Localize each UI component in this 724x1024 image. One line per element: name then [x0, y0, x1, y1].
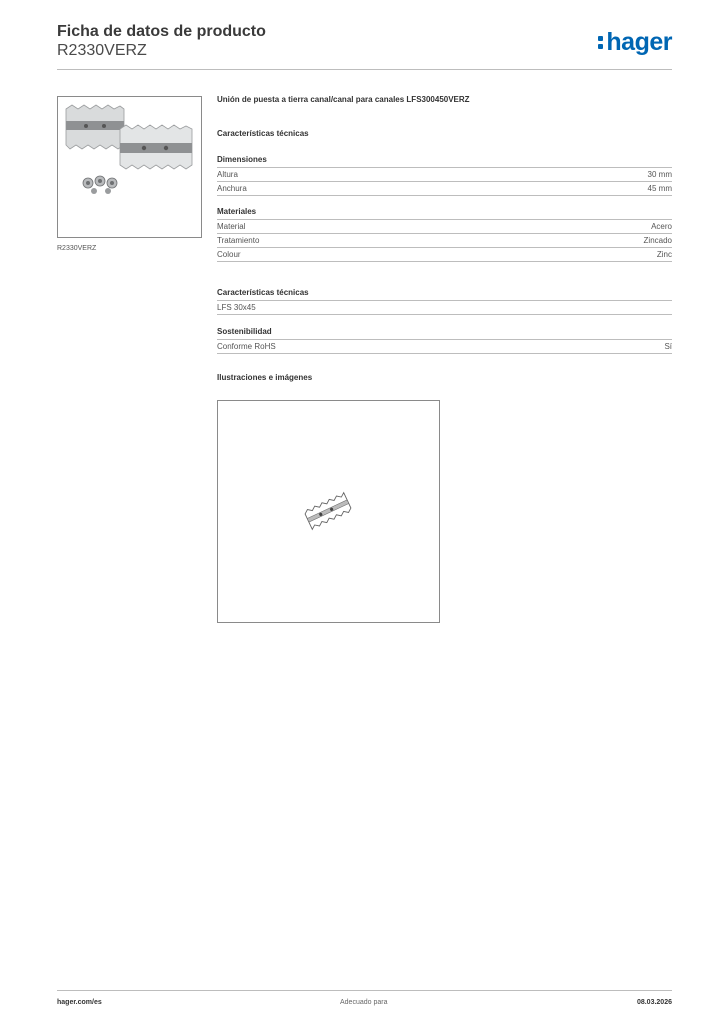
spec-row: [217, 220, 672, 234]
technical-characteristics-2-heading: Características técnicas: [217, 288, 672, 301]
spec-label: Material: [217, 222, 246, 231]
spec-label: Colour: [217, 250, 241, 259]
sustainability-heading: Sostenibilidad: [217, 327, 672, 340]
specifications: [217, 95, 672, 383]
product-description: Unión de puesta a tierra canal/canal para canales LFS300450VERZ: [217, 95, 470, 104]
illustrations-heading: Ilustraciones e imágenes: [217, 373, 313, 382]
illustration-frame: [217, 400, 440, 623]
product-image-frame: [57, 96, 202, 238]
footer-website: hager.com/es: [57, 999, 102, 1006]
document-title: Ficha de datos de producto: [57, 23, 266, 40]
spec-row: [217, 182, 672, 196]
footer-date: 08.03.2026: [636, 999, 672, 1006]
spec-value: Zinc: [656, 250, 672, 259]
spec-label: Conforme RoHS: [217, 342, 276, 351]
spec-label: Tratamiento: [217, 236, 260, 245]
spec-row: [217, 248, 672, 262]
footer-suitable-for: Adecuado para: [340, 999, 388, 1006]
spec-value: Sí: [664, 342, 672, 351]
spec-row: [217, 301, 672, 315]
logo-text: hager: [606, 28, 672, 56]
spec-label: Anchura: [217, 184, 247, 193]
product-code-title: R2330VERZ: [57, 42, 147, 59]
spec-value: 45 mm: [647, 184, 672, 193]
dimensions-heading: Dimensiones: [217, 155, 672, 168]
product-image-caption: R2330VERZ: [57, 245, 97, 252]
spec-row: [217, 234, 672, 248]
hager-logo: [598, 28, 672, 57]
spec-value: Zincado: [643, 236, 672, 245]
product-image: [58, 97, 201, 237]
spec-row: [217, 340, 672, 354]
spec-value: Acero: [651, 222, 672, 231]
materials-heading: Materiales: [217, 207, 672, 220]
page-header: [57, 22, 672, 70]
spec-row: [217, 168, 672, 182]
spec-label: LFS 30x45: [217, 303, 256, 312]
spec-label: Altura: [217, 170, 238, 179]
spec-value: 30 mm: [647, 170, 672, 179]
technical-characteristics-heading: Características técnicas: [217, 129, 309, 138]
logo-dots-icon: [598, 30, 604, 50]
page-footer: [57, 990, 672, 1012]
illustration-image: [218, 401, 439, 622]
